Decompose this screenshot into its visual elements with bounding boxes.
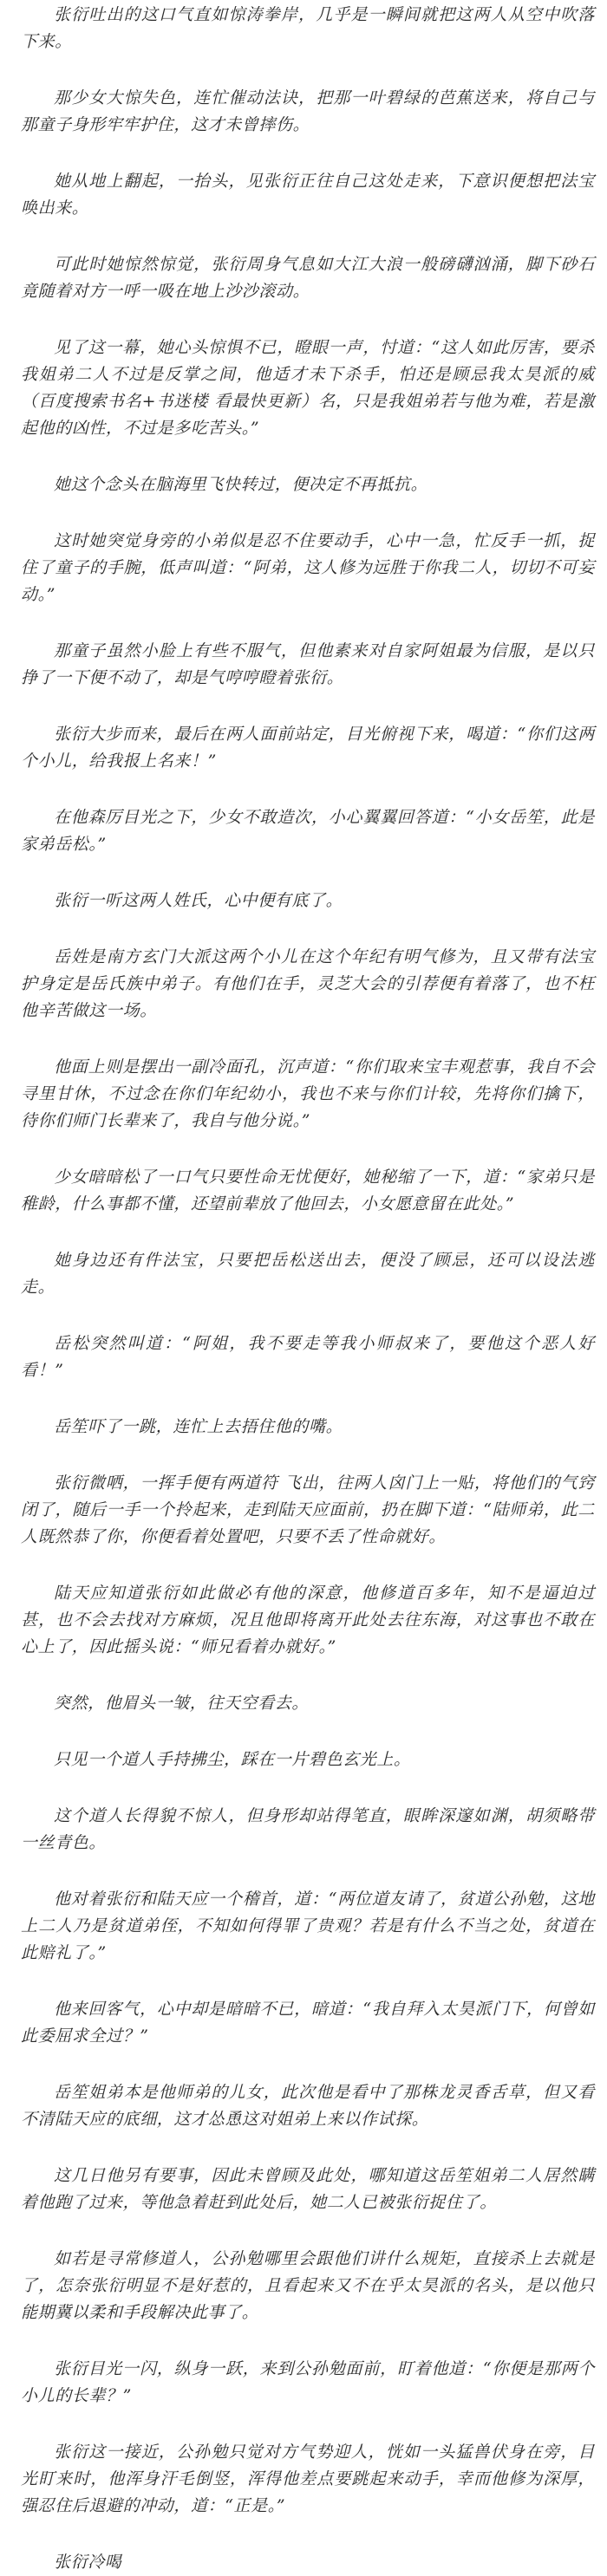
paragraph: 他面上则是摆出一副冷面孔，沉声道：“你们取来宝丰观惹事，我自不会寻里甘休，不过念在你们年纪幼小，我也不来与你们计较，先将你们擒下，待你们师门长辈来了，我自与他分说。” xyxy=(21,1057,595,1130)
paragraph: 这时她突觉身旁的小弟似是忍不住要动手，心中一急，忙反手一抓，捉住了童子的手腕，低声叫道：“阿弟，这人修为远胜于你我二人，切切不可妄动。” xyxy=(21,531,595,604)
paragraph: 那童子虽然小脸上有些不服气，但他素来对自家阿姐最为信服，是以只挣了一下便不动了，却是气哼哼瞪着张衍。 xyxy=(21,641,595,687)
paragraph: 他来回客气，心中却是暗暗不已，暗道：“我自拜入太昊派门下，何曾如此委屈求全过？” xyxy=(21,2000,595,2046)
paragraph: 陆天应知道张衍如此做必有他的深意，他修道百多年，知不是逼迫过甚，也不会去找对方麻烦，况且他即将离开此处去往东海，对这事也不敢在心上了，因此摇头说：“师兄看着办就好。” xyxy=(21,1584,595,1656)
paragraph: 她从地上翻起，一抬头，见张衍正往自己这处走来，下意识便想把法宝唤出来。 xyxy=(21,172,595,218)
paragraph: 这几日他另有要事，因此未曾顾及此处，哪知道这岳笙姐弟二人居然瞒着他跑了过来，等他急着赶到此处后，她二人已被张衍捉住了。 xyxy=(21,2166,595,2212)
paragraph: 她身边还有件法宝，只要把岳松送出去，便没了顾忌，还可以设法逃走。 xyxy=(21,1251,595,1297)
paragraph: 可此时她惊然惊觉，张衍周身气息如大江大浪一般磅礴汹涌，脚下砂石竟随着对方一呼一吸在地上沙沙滚动。 xyxy=(21,255,595,301)
paragraph: 突然，他眉头一皱，往天空看去。 xyxy=(54,1694,310,1713)
paragraph: 张衍一听这两人姓氏，心中便有底了。 xyxy=(54,891,343,910)
paragraph: 那少女大惊失色，连忙催动法诀，把那一叶碧绿的芭蕉送来，将自己与那童子身形牢牢护住，这才未曾摔伤。 xyxy=(21,88,595,134)
paragraph: 张衍目光一闪，纵身一跃，来到公孙勉面前，盯着他道：“你便是那两个小儿的长辈？” xyxy=(21,2359,595,2405)
paragraph: 如若是寻常修道人，公孙勉哪里会跟他们讲什么规矩，直接杀上去就是了，怎奈张衍明显不是好惹的，且看起来又不在乎太昊派的名头，是以他只能期冀以柔和手段解决此事了。 xyxy=(21,2249,595,2322)
paragraph: 张衍冷喝 xyxy=(54,2553,122,2572)
paragraph: 岳笙姐弟本是他师弟的儿女，此次他是看中了那株龙灵香舌草，但又看不清陆天应的底细，这才怂恿这对姐弟上来以作试探。 xyxy=(21,2083,595,2129)
paragraph: 只见一个道人手持拂尘，踩在一片碧色玄光上。 xyxy=(54,1750,411,1769)
paragraph: 她这个念头在脑海里飞快转过，便决定不再抵抗。 xyxy=(54,475,428,494)
paragraph: 他对着张衍和陆天应一个稽首，道：“两位道友请了，贫道公孙勉，这地上二人乃是贫道弟侄，不知如何得罪了贵观？若是有什么不当之处，贫道在此赔礼了。” xyxy=(21,1890,595,1962)
paragraph: 岳松突然叫道：“阿姐，我不要走等我小师叔来了，要他这个恶人好看！” xyxy=(21,1334,595,1380)
paragraph: 张衍吐出的这口气直如惊涛拳岸，几乎是一瞬间就把这两人从空中吹落下来。 xyxy=(21,5,595,51)
paragraph: 见了这一幕，她心头惊惧不已，瞪眼一声，忖道：“这人如此厉害，要杀我姐弟二人不过是反掌之间，他适才未下杀手，怕还是顾忌我太昊派的威（百度搜索书名+书迷楼 看最快更新）名，只是我姐弟若与他为难，若是激起他的凶性，不过是多吃苦头。” xyxy=(21,338,595,438)
paragraph: 张衍大步而来，最后在两人面前站定，目光俯视下来，喝道：“你们这两个小儿，给我报上名来！” xyxy=(21,725,595,771)
paragraph: 少女暗暗松了一口气只要性命无忧便好，她秘缩了一下，道：“家弟只是稚龄，什么事都不懂，还望前辈放了他回去，小女愿意留在此处。” xyxy=(21,1168,595,1213)
paragraph: 这个道人长得貌不惊人，但身形却站得笔直，眼眸深邃如渊，胡须略带一丝青色。 xyxy=(21,1806,595,1852)
paragraph: 岳笙吓了一跳，连忙上去捂住他的嘴。 xyxy=(54,1417,343,1436)
paragraph: 岳姓是南方玄门大派这两个小儿在这个年纪有明气修为，且又带有法宝护身定是岳氏族中弟子。有他们在手，灵芝大会的引荐便有着落了，也不枉他辛苦做这一场。 xyxy=(21,947,595,1020)
paragraph: 张衍微哂，一挥手便有两道符 飞出，往两人囟门上一贴，将他们的气窍闭了，随后一手一个拎起来，走到陆天应面前，扔在脚下道：“陆师弟，此二人既然恭了你，你便看着处置吧，只要不丢了性命就好。 xyxy=(21,1473,595,1546)
paragraph: 在他森厉目光之下，少女不敢造次，小心翼翼回答道：“小女岳笙，此是家弟岳松。” xyxy=(21,808,595,854)
paragraph: 张衍这一接近，公孙勉只觉对方气势迎人，恍如一头猛兽伏身在旁，目光盯来时，他浑身汗毛倒竖，浑得他差点要跳起来动手，幸而他修为深厚，强忍住后退避的冲动，道：“正是。” xyxy=(21,2443,595,2515)
